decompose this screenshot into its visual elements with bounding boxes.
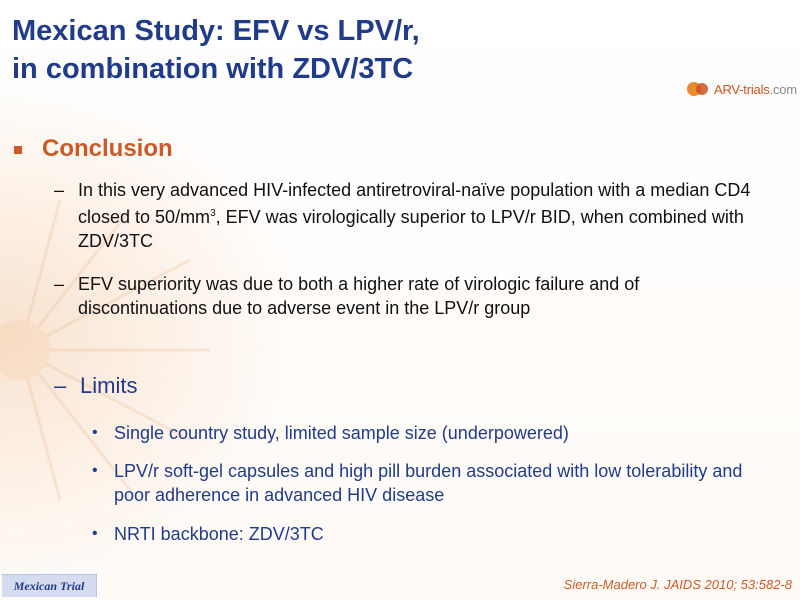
limits-item-3-text: NRTI backbone: ZDV/3TC xyxy=(114,524,324,544)
slide-title-line-2: in combination with ZDV/3TC xyxy=(12,53,414,85)
conclusion-point-1-part-a: In this very advanced HIV-infected antiretroviral-naïve population with a median CD4 closed to 50/mm xyxy=(78,180,751,227)
dash-bullet: – xyxy=(54,274,65,294)
slide-title-line-1: Mexican Study: EFV vs LPV/r, xyxy=(12,15,420,47)
superscript-3: 3 xyxy=(210,208,216,219)
dot-bullet: • xyxy=(92,525,98,542)
limits-item-1-text: Single country study, limited sample size (underpowered) xyxy=(114,423,569,443)
arv-trials-logo xyxy=(684,76,797,102)
slide-title xyxy=(12,12,532,88)
limits-item-2-text: LPV/r soft-gel capsules and high pill burden associated with low tolerability and poor adherence in advanced HIV disease xyxy=(114,461,743,505)
square-bullet-icon xyxy=(14,146,22,154)
conclusion-heading xyxy=(14,135,173,163)
dot-bullet: • xyxy=(92,424,98,441)
limits-heading-text: Limits xyxy=(80,373,138,398)
conclusion-point-2-text: EFV superiority was due to both a higher rate of virologic failure and of discontinuations due to adverse event in the LPV/r group xyxy=(78,274,640,318)
conclusion-point-1-part-b: , EFV was virologically superior to LPV/r BID, when combined with ZDV/3TC xyxy=(78,207,744,251)
logo-mark-icon xyxy=(684,79,712,99)
trial-badge: Mexican Trial xyxy=(2,574,97,597)
dot-bullet: • xyxy=(92,462,98,479)
logo-text xyxy=(714,82,797,97)
dash-bullet: – xyxy=(54,180,65,200)
logo-tld: .com xyxy=(769,81,797,97)
logo-brand: ARV-trials xyxy=(714,81,770,97)
conclusion-heading-text: Conclusion xyxy=(42,135,173,162)
citation: Sierra-Madero J. JAIDS 2010; 53:582-8 xyxy=(563,577,792,592)
conclusion-point-1-text xyxy=(78,178,758,253)
dash-bullet: – xyxy=(54,373,67,398)
